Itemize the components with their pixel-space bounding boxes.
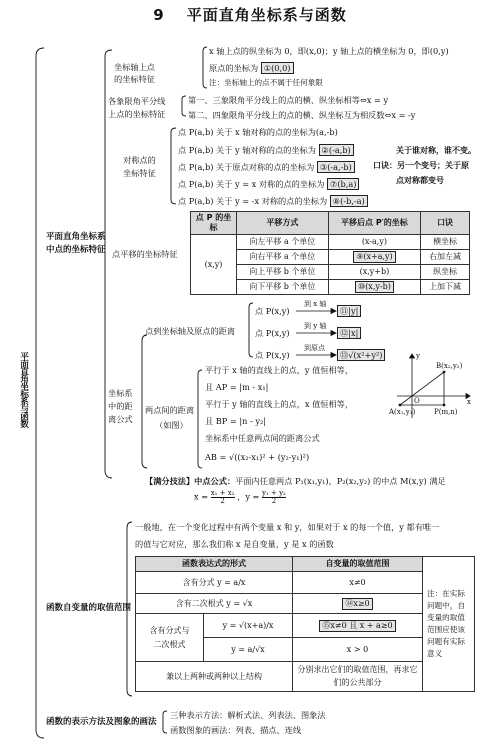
translation-result: (x-a,y) <box>328 235 420 250</box>
translation-way: 向右平移 a 个单位 <box>237 250 329 265</box>
figure-y-label: y <box>416 352 420 360</box>
translation-way: 向下平移 b 个单位 <box>237 280 329 295</box>
translation-tip: 横坐标 <box>421 235 470 250</box>
distance-line5: 坐标系中任意两点间的距离公式 <box>205 433 320 443</box>
domain-range: x≠0 <box>293 572 423 594</box>
figure-point-p: P(m,n) <box>434 408 458 416</box>
domain-form: 兼以上两种或两种以上结构 <box>136 662 293 692</box>
distance-to-o-point: 点 P(x,y) <box>255 350 290 360</box>
distance-to-x-arrow-label: 到 x 轴 <box>304 300 327 308</box>
section2-label: 函数自变量的取值范围 <box>46 603 132 613</box>
symmetric-tip-3: 点对称都变号 <box>396 176 444 185</box>
distance-to-x-point: 点 P(x,y) <box>255 306 290 316</box>
domain-header-range: 自变量的取值范围 <box>293 557 423 572</box>
chapter-number: 9 <box>153 6 165 24</box>
translation-point: (x,y) <box>191 235 237 295</box>
function-definition-1: 一般地，在一个变化过程中有两个变量 x 和 y，如果对于 x 的每一个值，y 都有唯一 <box>135 522 440 532</box>
symmetric-answer-ynx: ⑧(-b,-a) <box>330 195 368 207</box>
symmetric-label-2: 坐标特征 <box>123 168 156 178</box>
translation-header-tip: 口诀 <box>421 212 470 235</box>
bisector-label-2: 上点的坐标特征 <box>108 109 166 119</box>
figure-point-a: A(x₁,y₁) <box>389 408 416 416</box>
midpoint-x-lhs: x = <box>194 491 209 502</box>
translation-tip: 纵坐标 <box>421 265 470 280</box>
distance-to-y-result: ⑫|x| <box>337 327 361 339</box>
axis-points-line1: x 轴上点的纵坐标为 0，即(x,0)；y 轴上点的横坐标为 0，即(0,y) <box>209 46 449 56</box>
midpoint-y-denominator: 2 <box>271 497 277 505</box>
translation-way: 向上平移 b 个单位 <box>237 265 329 280</box>
symmetric-tip-2: 口诀：另一个变号；关于原 <box>373 161 469 170</box>
distance-to-y-point: 点 P(x,y) <box>255 328 290 338</box>
figure-origin: O <box>414 397 420 405</box>
distance-line2: 且 AP = |m - x₁| <box>205 382 269 392</box>
symmetric-line4: 点 P(a,b) 关于 y = x 对称的点的坐标为 <box>178 179 325 189</box>
axis-points-line2: 原点的坐标为 <box>209 63 259 73</box>
symmetric-label-1: 对称点的 <box>123 155 156 165</box>
section1-label: 平面直角坐标系中点的坐标特征 <box>46 232 106 256</box>
symmetric-line1: 点 P(a,b) 关于 x 轴对称的点的坐标为(a,-b) <box>178 127 338 137</box>
distance-line4: 且 BP = |n - y₂| <box>205 416 267 426</box>
bisector-label-1: 各象限角平分线 <box>108 96 166 106</box>
symmetric-answer-y: ②(-a,b) <box>319 144 354 156</box>
origin-answer-box: ①(0,0) <box>261 62 294 74</box>
axis-points-label: 坐标轴上点的坐标特征 <box>114 62 155 85</box>
domain-range: x > 0 <box>293 638 423 662</box>
distance-to-o-arrow-label: 到原点 <box>304 344 325 352</box>
translation-tip: 右加左减 <box>421 250 470 265</box>
distance-line3: 平行于 y 轴的直线上的点，x 值恒相等， <box>205 399 354 409</box>
section3-label: 函数的表示方法及图象的画法 <box>46 717 157 727</box>
graph-drawing-method: 函数图象的画法：列表、描点、连线 <box>170 725 302 735</box>
symmetric-tip-1: 关于谁对称，谁不变。 <box>396 146 476 155</box>
domain-form: 含有二次根式 y = √x <box>136 594 293 614</box>
distance-line1: 平行于 x 轴的直线上的点，y 值恒相等， <box>205 365 354 375</box>
symmetric-line5: 点 P(a,b) 关于 y = -x 对称的点的坐标为 <box>178 196 328 206</box>
translation-result: ⑨(x+a,y) <box>353 251 395 263</box>
distance-formula-label-3: 离公式 <box>108 414 133 424</box>
domain-range: ⑭x≥0 <box>342 598 372 610</box>
distance-formula: AB = √((x₂-x₁)² + (y₂-y₁)²) <box>205 452 310 462</box>
distance-to-o-result: ⑬√(x²+y²) <box>337 349 385 361</box>
midpoint-y-lhs: ，y = <box>237 491 260 502</box>
representation-methods: 三种表示方法：解析式法、列表法、图象法 <box>170 710 326 720</box>
chapter-title: 平面直角坐标系与函数 <box>186 6 347 24</box>
midpoint-tag: 【满分技法】中点公式： <box>145 476 236 486</box>
distance-formula-label-1: 坐标系 <box>108 388 133 398</box>
domain-range: ⑮x≠0 且 x + a≥0 <box>319 620 395 632</box>
domain-form: y = a/√x <box>204 638 293 662</box>
between-points-label-1: 两点间的距离 <box>145 405 195 415</box>
domain-form: 含有分式 y = a/x <box>136 572 293 594</box>
domain-range: 分别求出它们的取值范围，再求它们的公共部分 <box>293 662 423 692</box>
domain-mixed-label-1: 含有分式与 <box>149 625 190 635</box>
domain-header-form: 函数表达式的形式 <box>136 557 293 572</box>
axis-points-note: 注：坐标轴上的点不属于任何象限 <box>209 78 323 87</box>
translation-way: 向左平移 a 个单位 <box>237 235 329 250</box>
distance-to-x-result: ⑪|y| <box>337 305 361 317</box>
function-definition-2: 的值与它对应，那么我们称 x 是自变量，y 是 x 的函数 <box>135 539 334 549</box>
midpoint-x-denominator: 2 <box>220 497 225 505</box>
main-topic-label: 平面直角坐标系与函数 <box>18 352 29 427</box>
translation-header-way: 平移方式 <box>237 212 329 235</box>
symmetric-answer-origin: ③(-a,-b) <box>317 161 355 173</box>
figure-point-b: B(x₂,y₂) <box>436 362 463 370</box>
translation-result: (x,y+b) <box>328 265 420 280</box>
distance-to-axis-label: 点到坐标轴及原点的距离 <box>145 326 236 336</box>
symmetric-answer-yx: ⑦(b,a) <box>327 178 359 190</box>
midpoint-y-numerator: y₁ + y₂ <box>262 489 286 497</box>
translation-header-point: 点 P 的坐标 <box>191 212 237 235</box>
midpoint-x-numerator: x₁ + x₂ <box>210 489 235 497</box>
translation-header-result: 平移后点 P′的坐标 <box>328 212 420 235</box>
domain-form: y = √(x+a)/x <box>204 614 293 638</box>
distance-to-y-arrow-label: 到 y 轴 <box>304 322 327 330</box>
domain-mixed-label <box>136 614 204 662</box>
translation-label: 点平移的坐标特征 <box>112 249 178 259</box>
domain-mixed-label-2: 二次根式 <box>153 639 186 649</box>
bisector-line2: 第二、四象限角平分线上的点的横、纵坐标互为相反数⇔x = -y <box>188 110 416 120</box>
midpoint-text: 平面内任意两点 P₁(x₁,y₁)，P₂(x₂,y₂) 的中点 M(x,y) 满足 <box>235 476 446 486</box>
symmetric-line2: 点 P(a,b) 关于 y 轴对称的点的坐标为 <box>178 145 316 155</box>
translation-table <box>190 211 470 295</box>
translation-tip: 上加下减 <box>421 280 470 295</box>
domain-table <box>135 556 475 692</box>
translation-result: ⑩(x,y-b) <box>355 281 394 293</box>
midpoint-formula <box>194 490 286 505</box>
symmetric-line3: 点 P(a,b) 关于原点对称的点的坐标为 <box>178 162 315 172</box>
bisector-line1: 第一、三象限角平分线上的点的横、纵坐标相等⇔x = y <box>188 95 389 105</box>
figure-x-label: x <box>467 398 471 406</box>
distance-formula-label-2: 中的距 <box>108 401 133 411</box>
between-points-label-2: （如图） <box>155 420 188 430</box>
domain-note: 注：在实际问题中，自变量的取值范围应使该问题有实际意义 <box>423 557 475 692</box>
table-row <box>191 235 470 250</box>
